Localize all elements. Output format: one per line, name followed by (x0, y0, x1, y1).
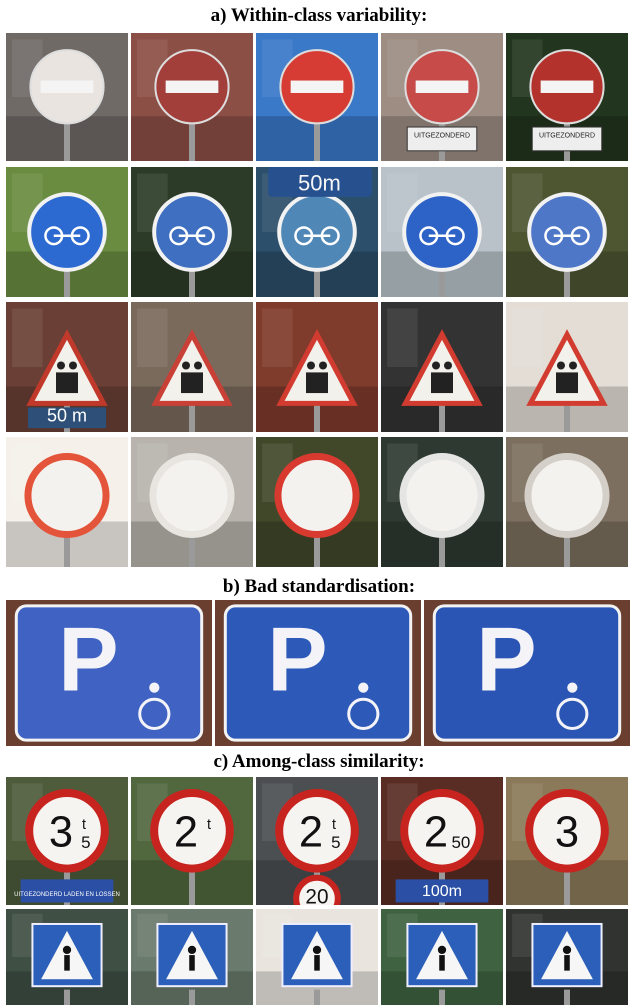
sign-photo (6, 437, 128, 567)
sign-photo (131, 33, 253, 161)
plate-text: 50 m (46, 405, 88, 426)
crosswalk-sign-bright (256, 909, 378, 1005)
limit-number: 3 (554, 808, 580, 857)
sign-photo (131, 909, 253, 1005)
limit-number: 2 (298, 808, 324, 857)
sign-photo (256, 777, 378, 905)
sign-photo (256, 909, 378, 1005)
crosswalk-sign-field (131, 909, 253, 1005)
heading-within-class: a) Within-class variability: (210, 5, 428, 26)
plate-text: UITGEZONDERD (414, 132, 470, 140)
heading-among-class: c) Among-class similarity: (213, 751, 425, 772)
limit-unit: t (332, 816, 337, 833)
limit-decimal: 5 (331, 832, 341, 852)
sign-photo (381, 302, 503, 432)
children-warning-yellow (381, 302, 503, 432)
no-entry-sign-with-plate (381, 33, 503, 161)
parking-disabled-blurry (6, 600, 212, 746)
parking-disabled-sharp (215, 600, 421, 746)
sign-photo (506, 437, 628, 567)
heading-bad-standardisation: b) Bad standardisation: (222, 576, 416, 597)
blue-round-sign-50m (256, 167, 378, 297)
crosswalk-sign-grayish (506, 909, 628, 1005)
limit-decimal: 5 (81, 832, 91, 852)
limit-number: 2 (423, 808, 449, 857)
sign-photo (6, 909, 128, 1005)
children-warning-white-wall (506, 302, 628, 432)
sign-photo (131, 777, 253, 905)
sign-photo (256, 302, 378, 432)
weight-limit-2-5t-20 (256, 777, 378, 905)
sign-photo (6, 777, 128, 905)
sign-photo (256, 33, 378, 161)
weight-limit-2-50-100m (381, 777, 503, 905)
no-entry-sign-faded-white (6, 33, 128, 161)
sign-photo (381, 777, 503, 905)
sign-photo (424, 600, 630, 746)
crosswalk-sign-dark-frame (6, 909, 128, 1005)
weight-limit-3-5t (6, 777, 128, 905)
blue-horse-sign (381, 167, 503, 297)
closed-road-sign-white (131, 437, 253, 567)
sign-photo (256, 167, 378, 297)
sign-photo (6, 302, 128, 432)
closed-road-sign-overexposed (6, 437, 128, 567)
plate-text: 50m (298, 170, 341, 196)
children-warning-50m (6, 302, 128, 432)
sign-photo (6, 33, 128, 161)
sign-photo (215, 600, 421, 746)
parking-letter: P (58, 609, 119, 711)
sign-photo (381, 33, 503, 161)
limit-unit: t (82, 816, 87, 833)
weight-limit-2t (131, 777, 253, 905)
plate-text: 100m (421, 883, 463, 901)
sign-photo (506, 302, 628, 432)
no-entry-sign-dark (506, 33, 628, 161)
sign-photo (381, 909, 503, 1005)
blue-bike-sign-3 (506, 167, 628, 297)
lower-limit: 20 (305, 885, 329, 905)
plate-text: UITGEZONDERD (539, 132, 595, 140)
parking-letter: P (267, 609, 328, 711)
children-warning-blurred (131, 302, 253, 432)
sign-photo (131, 302, 253, 432)
sign-photo (6, 600, 212, 746)
sign-photo (131, 167, 253, 297)
parking-disabled-red-wall (424, 600, 630, 746)
no-entry-sign-bright (256, 33, 378, 161)
sign-photo (506, 777, 628, 905)
crosswalk-sign-stacked (381, 909, 503, 1005)
height-limit-3 (506, 777, 628, 905)
limit-unit: t (207, 816, 212, 833)
no-entry-sign-brick-wall (131, 33, 253, 161)
blue-bike-sign-1 (6, 167, 128, 297)
closed-road-sign-dark (381, 437, 503, 567)
sign-photo (381, 437, 503, 567)
parking-letter: P (476, 609, 537, 711)
sign-photo (256, 437, 378, 567)
sign-photo (506, 167, 628, 297)
sign-photo (6, 167, 128, 297)
blue-bike-sign-2 (131, 167, 253, 297)
limit-number: 3 (48, 808, 74, 857)
sign-photo (131, 437, 253, 567)
plate-text: UITGEZONDERD LADEN EN LOSSEN (14, 892, 120, 899)
sign-photo (506, 909, 628, 1005)
sign-photo (506, 33, 628, 161)
limit-number: 2 (173, 808, 199, 857)
sign-photo (381, 167, 503, 297)
limit-decimal: 50 (451, 832, 471, 852)
children-warning-brick (256, 302, 378, 432)
closed-road-sign-pale (506, 437, 628, 567)
closed-road-sign-symbol (256, 437, 378, 567)
